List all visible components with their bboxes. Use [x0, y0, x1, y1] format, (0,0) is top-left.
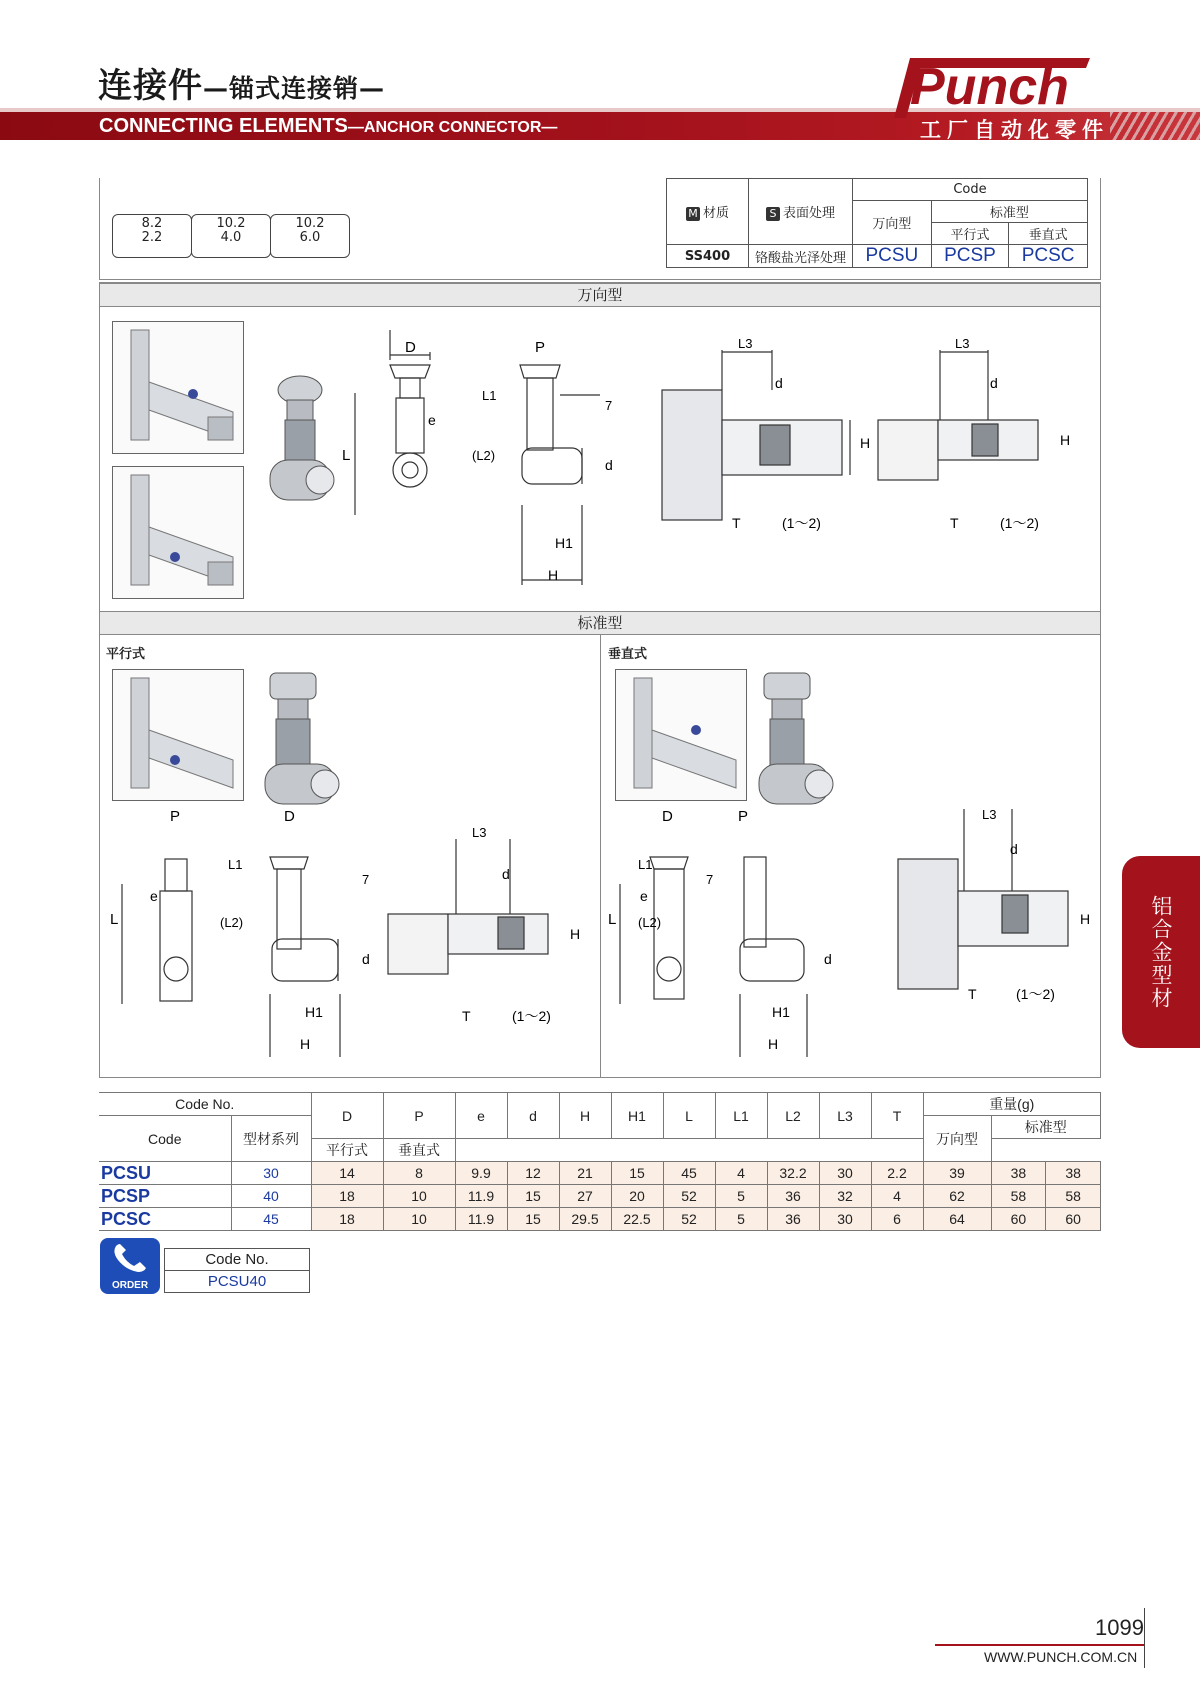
spec-table: M 材质 S 表面处理 Code 万向型 标准型 平行式 垂直式 SS400 铬酸盐光泽处理 PCSU PCSP PCSC [666, 178, 1088, 268]
universal-assembly-2 [878, 350, 1038, 480]
vertical-drawings [602, 669, 1100, 1069]
dim-L-parallel: L [110, 911, 119, 928]
website-url: WWW.PUNCH.COM.CN [984, 1649, 1138, 1665]
punch-logo [880, 52, 1110, 122]
dim-D-parallel: D [284, 808, 295, 825]
dim-H1-universal: H1 [555, 535, 573, 551]
universal-part-render [270, 376, 334, 500]
dim-Hr-universal-2: H [1060, 432, 1071, 448]
dim-H1-vertical: H1 [772, 1004, 790, 1020]
dim-d-vertical: d [824, 951, 832, 967]
universal-drawings [260, 330, 1100, 600]
header-hatch [1110, 112, 1200, 140]
brand-cn: 工厂自动化零件 [920, 118, 1109, 142]
dim-gap-universal-1: (1～2) [782, 515, 821, 531]
dim-P-vertical: P [738, 808, 749, 825]
profile-2: 10.2 4.0 [191, 214, 271, 258]
phone-icon [100, 1238, 160, 1278]
dim-T-universal-2: T [950, 515, 959, 531]
dim-L-universal: L [342, 447, 351, 464]
dim-e-vertical: e [640, 888, 648, 904]
table-row: PCSU 30 14 8 9.9 12 21 15 45 4 32.2 30 2.2 39 38 38 [99, 1162, 1101, 1185]
dim-L1-universal: L1 [482, 388, 497, 403]
universal-front-view [355, 330, 430, 515]
standard-title: 标准型 [100, 611, 1100, 635]
dim-L2-vertical: (L2) [638, 915, 662, 930]
order-example-table: Code No. PCSU40 [164, 1248, 310, 1293]
parallel-side-view [122, 859, 192, 1004]
dim-L2-universal: (L2) [472, 448, 496, 463]
footer-vline [1144, 1608, 1145, 1668]
dim-L1-vertical: L1 [638, 857, 653, 872]
dim-d2-parallel: d [502, 866, 510, 882]
svg-text:Punch: Punch [910, 58, 1069, 116]
dim-Hr-parallel: H [570, 926, 581, 942]
dim-7-vertical: 7 [706, 872, 714, 887]
dim-L3-universal-2: L3 [955, 336, 970, 351]
parallel-assembly [388, 839, 548, 974]
dim-H-vertical: H [768, 1036, 779, 1052]
dim-d-universal: d [605, 457, 613, 473]
dim-D-vertical: D [662, 808, 673, 825]
page-number: 1099 [1095, 1615, 1144, 1640]
dim-L1-parallel: L1 [228, 857, 243, 872]
vertical-assembly [898, 809, 1068, 989]
dim-gap-universal-2: (1～2) [1000, 515, 1039, 531]
dim-gap-parallel: (1～2) [512, 1008, 551, 1024]
dim-7-parallel: 7 [362, 872, 370, 887]
parallel-front-view [270, 857, 340, 1057]
profile-1: 8.2 2.2 [112, 214, 192, 258]
dimension-table: Code No. D P e d H H1 L L1 L2 L3 T 重量(g) Code 型材系列 万向型 标准型 平行式 垂直式 PCSU 30 14 8 9.9 12 21 15 45 4 32.2 30 2.2 39 38 38 PCSP 40 18 10 11.9 15 27 20 52 5 36 32 4 62 58 58 PCSC 45 18 10 11.9 15 29.5 22.5 52 5 36 30 6 64 60 60 [99, 1092, 1101, 1231]
order-badge: ORDER [100, 1238, 160, 1294]
dim-T-universal-1: T [732, 515, 741, 531]
dim-e-parallel: e [150, 888, 158, 904]
dim-H-parallel: H [300, 1036, 311, 1052]
dim-L3-parallel: L3 [472, 825, 487, 840]
dim-d2-universal-1: d [775, 375, 783, 391]
dim-H1-parallel: H1 [305, 1004, 323, 1020]
dim-T-parallel: T [462, 1008, 471, 1024]
dim-T-vertical: T [968, 986, 977, 1002]
dim-d2-vertical: d [1010, 841, 1018, 857]
vertical-label: 垂直式 [608, 647, 648, 662]
table-row: PCSC 45 18 10 11.9 15 29.5 22.5 52 5 36 30 6 64 60 60 [99, 1208, 1101, 1231]
table-row: PCSP 40 18 10 11.9 15 27 20 52 5 36 32 4 62 58 58 [99, 1185, 1101, 1208]
dim-D-universal: D [405, 339, 416, 356]
dim-L2-parallel: (L2) [220, 915, 244, 930]
universal-side-view [520, 365, 600, 585]
dim-L3-vertical: L3 [982, 807, 997, 822]
universal-title: 万向型 [100, 283, 1100, 307]
standard-divider [600, 634, 601, 1078]
vertical-front-view [620, 857, 688, 1004]
page-title-en: CONNECTING ELEMENTS—ANCHOR CONNECTOR— [99, 115, 558, 137]
dim-L3-universal-1: L3 [738, 336, 753, 351]
side-tab-category[interactable]: 铝合金型材 [1122, 856, 1200, 1048]
dim-7-universal: 7 [605, 398, 613, 413]
profile-3: 10.2 6.0 [270, 214, 350, 258]
dim-d-parallel: d [362, 951, 370, 967]
photo-universal-1 [112, 321, 244, 454]
dim-Hr-vertical: H [1080, 911, 1091, 927]
dim-gap-vertical: (1～2) [1016, 986, 1055, 1002]
dim-P-parallel: P [170, 808, 181, 825]
parallel-label: 平行式 [106, 647, 146, 662]
dim-P-universal: P [535, 339, 546, 356]
dim-L-vertical: L [608, 911, 617, 928]
dim-d2-universal-2: d [990, 375, 998, 391]
parallel-drawings [100, 669, 598, 1069]
vertical-side-view [740, 857, 807, 1057]
footer-hline [935, 1644, 1144, 1646]
page-title: 连接件—锚式连接销— [98, 66, 386, 106]
universal-assembly-1 [662, 350, 850, 520]
dim-e-universal: e [428, 412, 436, 428]
vertical-part-render [759, 673, 833, 804]
dim-Hr-universal-1: H [860, 435, 871, 451]
photo-universal-2 [112, 466, 244, 599]
parallel-part-render [265, 673, 339, 804]
dim-H-universal: H [548, 567, 559, 583]
